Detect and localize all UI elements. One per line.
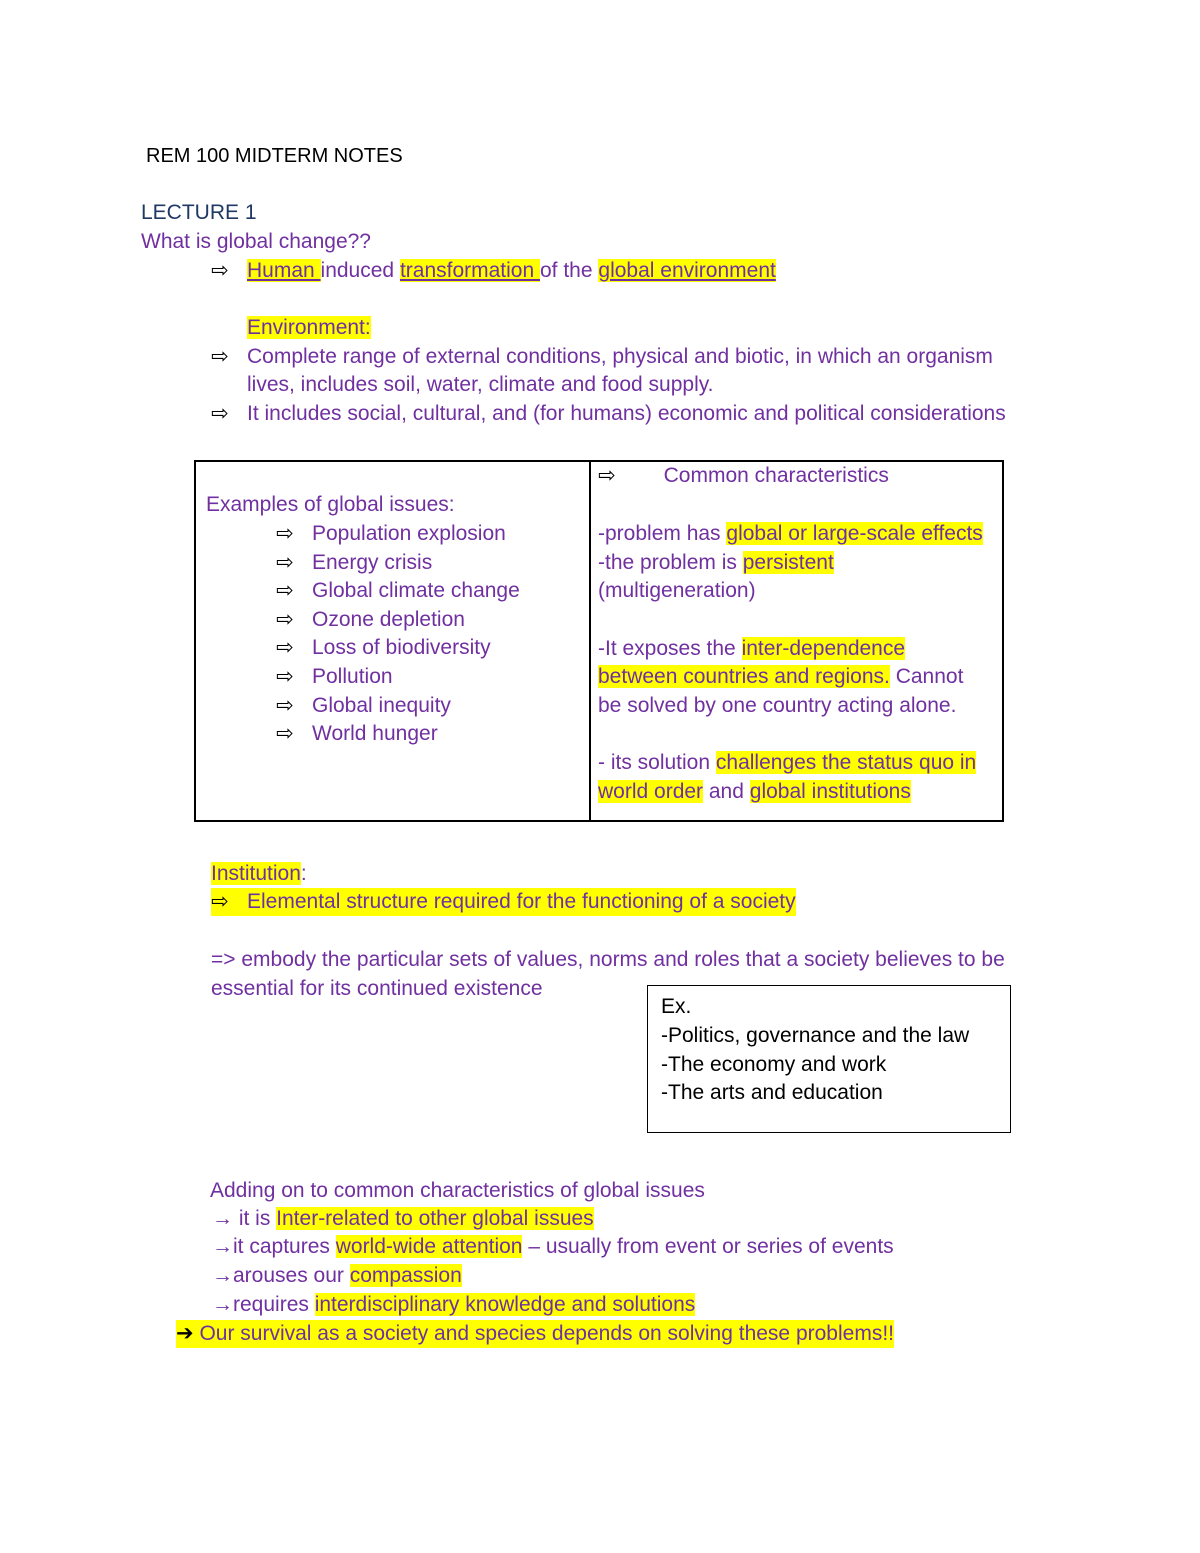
- table-divider: [589, 462, 591, 820]
- characteristic-2-cont: (multigeneration): [598, 579, 756, 602]
- institution-embody-cont: essential for its continued existence: [211, 977, 543, 1000]
- arrow-icon: ⇨: [276, 579, 294, 603]
- example-item: -The arts and education: [661, 1081, 883, 1105]
- highlight-global-environment: global environment: [598, 259, 776, 282]
- example-title: Ex.: [661, 995, 692, 1018]
- issue-item: ⇨ Global climate change: [276, 577, 520, 605]
- characteristic-2: -the problem is persistent: [598, 551, 834, 574]
- issue-item: ⇨ Energy crisis: [276, 549, 432, 577]
- institution-bullet: ⇨ Elemental structure required for the functioning of a society: [211, 888, 796, 916]
- arrow-icon: ⇨: [276, 722, 294, 746]
- conclusion-line: ➔ Our survival as a society and species depends on solving these problems!!: [176, 1320, 894, 1348]
- institution-heading: Institution:: [211, 862, 307, 885]
- issue-item: ⇨ Global inequity: [276, 692, 451, 720]
- issue-item: ⇨ Population explosion: [276, 520, 506, 548]
- arrow-icon: ⇨: [211, 345, 229, 368]
- environment-bullet-1-cont: lives, includes soil, water, climate and food supply.: [247, 373, 714, 396]
- arrow-icon: ⇨: [276, 607, 294, 631]
- arrow-icon: ⇨: [276, 665, 294, 688]
- adding-line-3: →arouses our compassion: [212, 1264, 462, 1287]
- arrow-icon: ⇨: [276, 550, 294, 574]
- definition-text: of the: [540, 259, 599, 282]
- characteristic-3: -It exposes the inter-dependence: [598, 637, 906, 660]
- issue-item: ⇨ Pollution: [276, 663, 393, 691]
- examples-heading: Examples of global issues:: [206, 493, 455, 516]
- adding-heading: Adding on to common characteristics of global issues: [210, 1179, 705, 1202]
- environment-heading: Environment:: [247, 316, 371, 339]
- arrow-icon: ⇨: [276, 693, 294, 717]
- arrow-icon: ⇨: [211, 890, 229, 913]
- lecture-heading: LECTURE 1: [141, 201, 257, 224]
- document-title: REM 100 MIDTERM NOTES: [146, 145, 403, 167]
- environment-bullet-2: ⇨ It includes social, cultural, and (for humans) economic and political considerations: [211, 400, 1006, 428]
- issue-item: ⇨ Ozone depletion: [276, 606, 465, 634]
- arrow-icon: ⇨: [598, 464, 616, 487]
- adding-line-1: → it is Inter-related to other global issues: [212, 1207, 594, 1230]
- characteristic-3-cont: between countries and regions. Cannot: [598, 665, 964, 688]
- example-item: -The economy and work: [661, 1052, 887, 1076]
- issue-item: ⇨ Loss of biodiversity: [276, 634, 491, 662]
- arrow-icon: ⇨: [211, 259, 229, 282]
- arrow-icon: ⇨: [211, 402, 229, 425]
- arrow-icon: ⇨: [276, 636, 294, 660]
- characteristic-4: - its solution challenges the status quo in: [598, 751, 977, 774]
- highlight-transformation: transformation: [399, 259, 540, 282]
- adding-line-2: →it captures world-wide attention – usually from event or series of events: [212, 1235, 894, 1258]
- characteristic-1: -problem has global or large-scale effects: [598, 522, 983, 545]
- characteristic-4-cont: world order and global institutions: [598, 780, 911, 803]
- example-item: -Politics, governance and the law: [661, 1024, 970, 1047]
- issue-item: ⇨ World hunger: [276, 720, 438, 748]
- characteristic-3-cont2: be solved by one country acting alone.: [598, 694, 957, 717]
- adding-line-4: →requires interdisciplinary knowledge and solutions: [212, 1293, 696, 1316]
- highlight-human: Human: [247, 259, 321, 282]
- environment-bullet-1: ⇨ Complete range of external conditions, physical and biotic, in which an organism: [211, 343, 993, 371]
- definition-text: induced: [320, 259, 400, 282]
- bold-arrow-icon: ➔: [176, 1322, 194, 1345]
- arrow-icon: ⇨: [276, 522, 294, 545]
- characteristics-heading: ⇨ Common characteristics: [598, 464, 889, 487]
- question-text: What is global change??: [141, 230, 371, 253]
- definition-line: [211, 257, 776, 285]
- institution-embody: => embody the particular sets of values, norms and roles that a society believes to be: [211, 948, 1005, 971]
